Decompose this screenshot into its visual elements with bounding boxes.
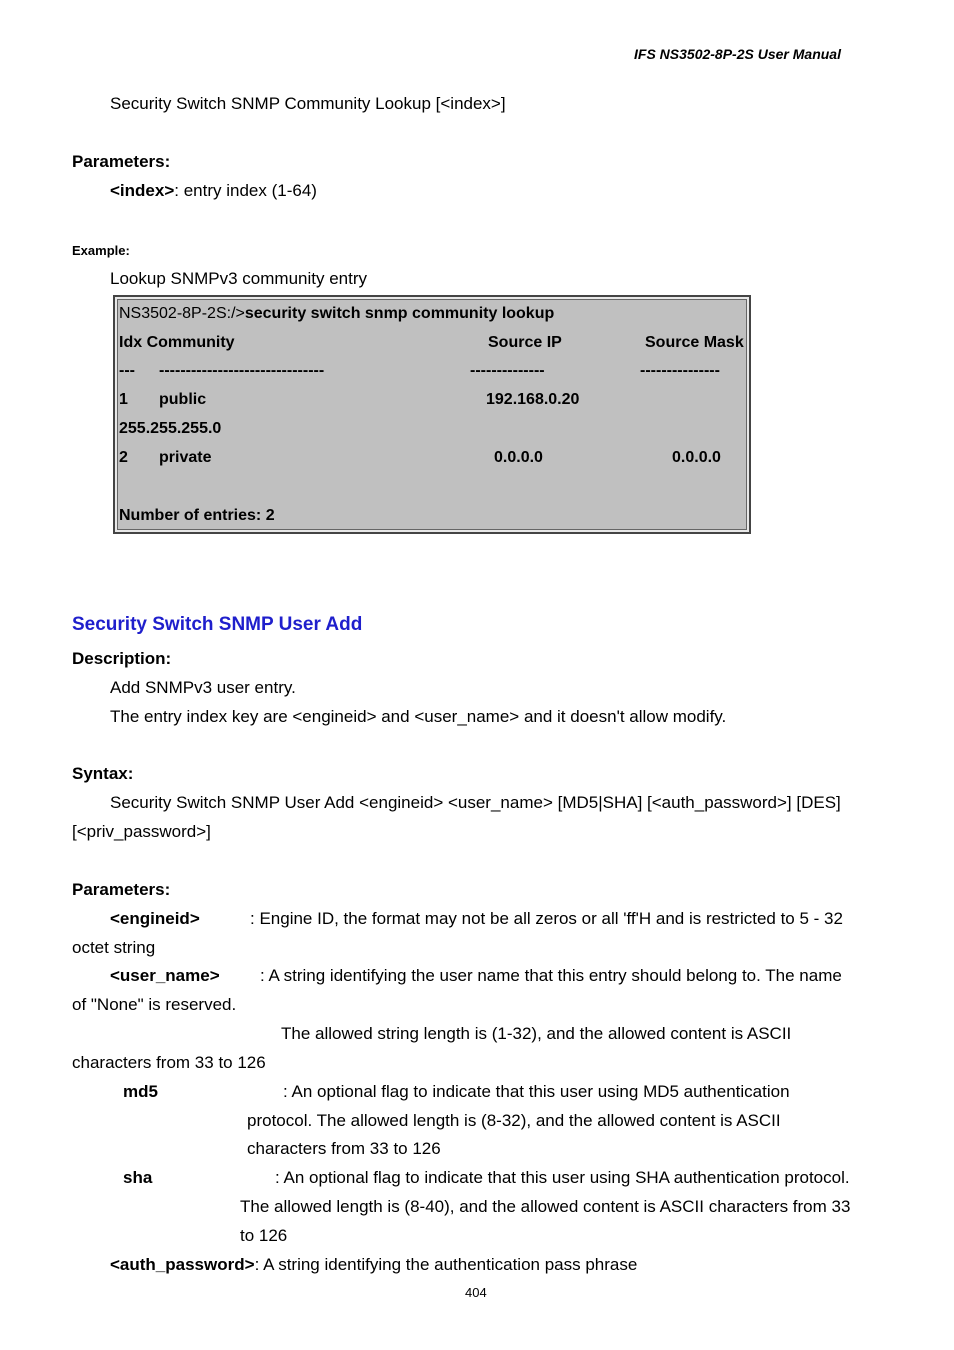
param-md5-desc-2: protocol. The allowed length is (8-32), and the allowed content is ASCII	[247, 1111, 781, 1130]
param-index-desc: : entry index (1-64)	[174, 181, 317, 200]
syntax-line-2: [<priv_password>]	[72, 822, 211, 841]
param-engineid-desc-1: : Engine ID, the format may not be all zeros or all 'ff'H and is restricted to 5 - 32	[250, 909, 843, 928]
param-index	[110, 181, 317, 201]
param-user-desc-1: : A string identifying the user name that this entry should belong to. The name	[260, 966, 842, 985]
param-sha-desc-2: The allowed length is (8-40), and the allowed content is ASCII characters from 33	[240, 1197, 851, 1216]
row2-source-mask: 0.0.0.0	[672, 449, 721, 466]
example-desc: Lookup SNMPv3 community entry	[110, 269, 367, 288]
row1-source-ip: 192.168.0.20	[486, 391, 580, 408]
row1-community: public	[159, 391, 207, 408]
param-user-desc-2: of "None" is reserved.	[72, 995, 237, 1014]
row2-idx: 2	[119, 449, 128, 466]
param-auth-desc: : A string identifying the authentication pass phrase	[254, 1255, 638, 1274]
param-engineid-desc-2: octet string	[72, 938, 156, 957]
param-md5-desc-1: : An optional flag to indicate that this user using MD5 authentication	[283, 1082, 790, 1101]
row1-idx: 1	[119, 391, 128, 408]
syntax-label: Syntax:	[72, 764, 134, 783]
dash-source-ip: --------------	[470, 362, 545, 379]
row1-source-mask: 255.255.255.0	[119, 420, 222, 437]
description-line-2: The entry index key are <engineid> and <user_name> and it doesn't allow modify.	[110, 707, 727, 726]
param-md5-desc-3: characters from 33 to 126	[247, 1139, 441, 1158]
param-sha-desc-1: : An optional flag to indicate that this user using SHA authentication protocol.	[275, 1168, 850, 1187]
param-index-key: <index>	[110, 181, 175, 200]
section-heading: Security Switch SNMP User Add	[72, 614, 363, 635]
page-header-title: IFS NS3502-8P-2S User Manual	[634, 46, 841, 62]
description-label: Description:	[72, 649, 172, 668]
terminal-command: security switch snmp community lookup	[244, 305, 555, 322]
dash-community: -------------------------------	[159, 362, 325, 379]
parameters-label: Parameters:	[72, 152, 171, 171]
page-number: 404	[465, 1285, 487, 1300]
col-header-source-mask: Source Mask	[645, 334, 744, 351]
param-auth-password	[110, 1255, 637, 1275]
terminal-footer: Number of entries: 2	[119, 507, 275, 524]
dash-source-mask: ---------------	[640, 362, 720, 379]
param-sha-key: sha	[123, 1168, 153, 1187]
param-user-desc-3: The allowed string length is (1-32), and the allowed content is ASCII	[281, 1024, 792, 1043]
param-user-key: <user_name>	[110, 966, 220, 985]
description-line-1: Add SNMPv3 user entry.	[110, 678, 296, 697]
param-user-desc-4: characters from 33 to 126	[72, 1053, 266, 1072]
param-auth-key: <auth_password>	[110, 1255, 255, 1274]
col-header-source-ip: Source IP	[488, 334, 562, 351]
row2-community: private	[159, 449, 212, 466]
terminal-output-box	[113, 295, 751, 534]
syntax-line-1: Security Switch SNMP User Add <engineid> <user_name> [MD5|SHA] [<auth_password>] [DES]	[110, 793, 841, 812]
parameters-label-2: Parameters:	[72, 880, 171, 899]
example-label: Example:	[72, 243, 130, 258]
param-sha-desc-3: to 126	[240, 1226, 288, 1245]
col-header-idx-community: Idx Community	[119, 334, 235, 351]
dash-idx: ---	[119, 362, 135, 379]
terminal-command-line	[119, 304, 554, 324]
terminal-prompt: NS3502-8P-2S:/>	[119, 305, 245, 322]
param-engineid-key: <engineid>	[110, 909, 200, 928]
row2-source-ip: 0.0.0.0	[494, 449, 543, 466]
param-md5-key: md5	[123, 1082, 158, 1101]
syntax-line: Security Switch SNMP Community Lookup [<index>]	[110, 94, 506, 113]
